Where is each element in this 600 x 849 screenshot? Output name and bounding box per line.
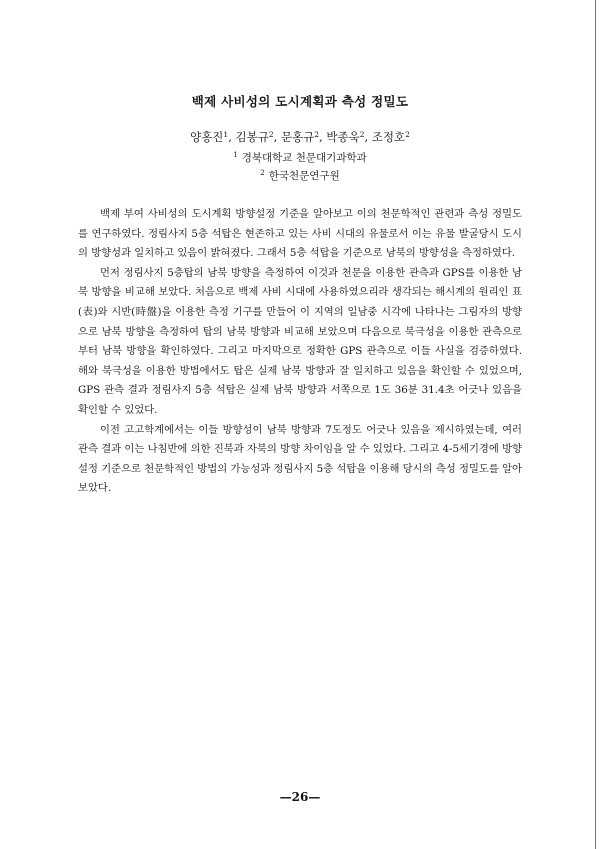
author-affiliation-mark: 1 (223, 130, 229, 139)
abstract-paragraph: 백제 부여 사비성의 도시계획 방향설정 기준을 알아보고 이의 천문학적인 관련과 측성 정밀도를 연구하였다. 정림사지 5층 석탑은 현존하고 있는 사비 시대의 유물로서 이는 유물 발굴당시 도시의 방향성과 일치하고 있음이 밝혀졌다. 그래서 5층 석탑을 기준으로 남북의 방향성을 측정하였다. (78, 208, 522, 260)
author-name: 양홍진 (190, 130, 224, 144)
affiliation-name: 한국천문연구원 (268, 170, 340, 182)
page-edge-line (595, 0, 596, 849)
affiliation-number: 1 (233, 151, 238, 159)
author-affiliation-mark: 2 (359, 130, 365, 139)
page-number: —26— (279, 790, 321, 804)
author-name: 조정호 (371, 130, 406, 144)
author-name: 박종욱 (326, 130, 360, 144)
paper-title: 백제 사비성의 도시계획과 측성 정밀도 (191, 94, 409, 109)
author-list: 양홍진$^1$, 김봉규$^2$, 문홍규$^2$, 박종욱$^2$, 조정호$^2$ (190, 130, 410, 144)
affiliation-2 (0, 168, 600, 183)
abstract-body (78, 205, 522, 499)
affiliation-number: 2 (260, 169, 265, 177)
author-name: 김봉규 (235, 130, 269, 144)
abstract-paragraph: 먼저 정림사지 5층탑의 남북 방향을 측정하여 이것과 천문을 이용한 관측과 GPS를 이용한 남북 방향을 비교해 보았다. 처음으로 백제 사비 시대에 사용하였으리라 생각되는 해시계의 원리인 표(表)와 시반(時盤)을 이용한 측정 기구를 만들어 이 지역의 일남중 시각에 나타나는 그림자의 방향으로 남북 방향을 측정하여 탑의 남북 방향과 비교해 보았으며 다음으로 북극성을 이용한 관측으로부터 남북 방향을 확인하였다. 그리고 마지막으로 정확한 GPS 관측으로 이들 사실을 검증하였다. 해와 북극성을 이용한 방법에서도 탑은 실제 남북 방향과 잘 일치하고 있음을 확인할 수 있었으며, GPS 관측 결과 정림사지 5층 석탑은 실제 남북 방향과 서쪽으로 1도 36분 31.4초 어긋나 있음을 확인할 수 있었다. (78, 266, 522, 416)
abstract-paragraph: 이전 고고학계에서는 이들 방향성이 남북 방향과 7도정도 어긋나 있음을 제시하였는데, 여러 관측 결과 이는 나침반에 의한 진북과 자북의 방향 차이임을 알 수 있었다. 그리고 4-5세기경에 방향 설정 기준으로 천문학적인 방법의 가능성과 정림사지 5층 석탑을 이용해 당시의 측성 정밀도를 알아보았다. (78, 423, 522, 495)
affiliation-name: 경북대학교 천문대기과학과 (241, 152, 367, 164)
affiliation-1 (0, 150, 600, 165)
author-affiliation-mark: 2 (405, 130, 410, 139)
author-name: 문홍규 (280, 130, 315, 144)
author-affiliation-mark: 2 (268, 130, 274, 139)
author-affiliation-mark: 2 (314, 130, 320, 139)
